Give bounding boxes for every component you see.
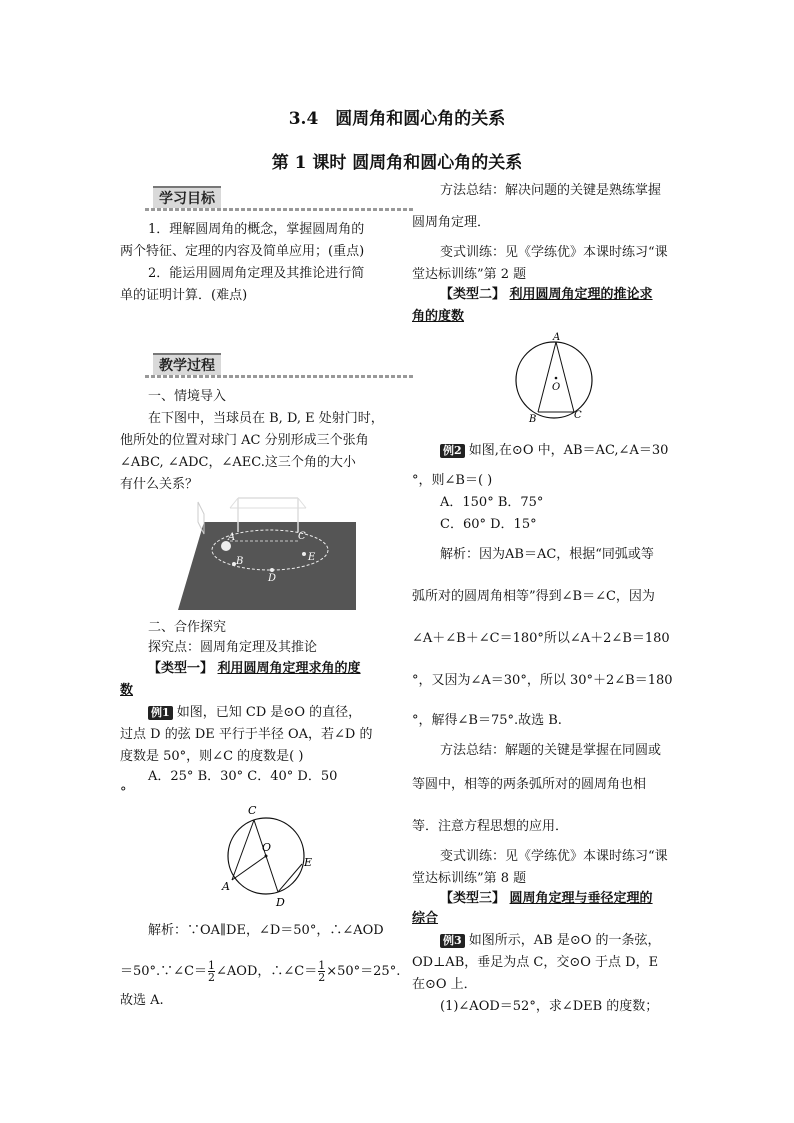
fraction: $\frac{1}{2}$	[208, 959, 216, 984]
fig2-label-b: B	[529, 414, 537, 425]
method-summary: 等．注意方程思想的应用．	[412, 819, 569, 834]
fig2-label-c: C	[574, 410, 582, 421]
intro-line: 他所处的位置对球门 AC 分别形成三个张角	[120, 433, 369, 448]
type1-heading-cont: 数	[120, 683, 134, 698]
example-badge: 例3	[440, 934, 465, 948]
ex2-line: °，则∠B＝( )	[412, 473, 493, 488]
fig1-label-c: C	[248, 804, 257, 817]
ex2-options: A．150° B．75°	[440, 495, 544, 510]
sol1-line: 故选 A.	[120, 993, 164, 1008]
fig2-label-a: A	[553, 332, 561, 343]
intro-line: 有什么关系？	[120, 477, 199, 492]
explore-heading: 二、合作探究	[148, 620, 227, 635]
explore-point: 探究点：圆周角定理及其推论	[148, 640, 318, 655]
type2-heading: 【类型二】 利用圆周角定理的推论求	[440, 287, 653, 302]
circle-figure-1	[214, 800, 324, 910]
intro-line: 在下图中，当球员在 B, D, E 处射门时，	[148, 411, 384, 426]
ex1-options-cont: °	[120, 785, 127, 800]
variant-training: 变式训练：见《学练优》本课时练习“课	[440, 849, 668, 864]
circle-figure-2	[508, 328, 608, 428]
fraction: $\frac{1}{2}$	[318, 959, 326, 984]
type1-heading: 【类型一】 利用圆周角定理求角的度	[148, 661, 361, 676]
field-label-a: A	[228, 532, 236, 543]
variant-training-cont: 堂达标训练”第 8 题	[412, 871, 527, 886]
field-label-c: C	[298, 531, 306, 542]
variant-training: 变式训练：见《学练优》本课时练习“课	[440, 245, 668, 260]
process-banner: 教学过程	[145, 353, 415, 377]
goal-line: 单的证明计算．(难点)	[120, 288, 248, 303]
ex1-line: 过点 D 的弦 DE 平行于半径 OA，若∠D 的	[120, 727, 373, 742]
goal-line: 1．理解圆周角的概念，掌握圆周角的	[148, 222, 365, 237]
sol2-line: 弧所对的圆周角相等”得到∠B＝∠C，因为	[412, 589, 655, 604]
field-label-d: D	[268, 573, 277, 584]
goal-line: 2．能运用圆周角定理及其推论进行简	[148, 266, 365, 281]
goals-banner: 学习目标	[145, 186, 415, 210]
ex3-line: (1)∠AOD＝52°，求∠DEB 的度数；	[440, 999, 659, 1014]
method-summary-cont: 圆周角定理．	[412, 215, 491, 230]
field-ground	[178, 522, 356, 610]
fig1-label-a: A	[222, 880, 230, 893]
type3-heading: 【类型三】 圆周角定理与垂径定理的	[440, 891, 653, 906]
sol2-line: °，又因为∠A＝30°，所以 30°＋2∠B＝180	[412, 673, 673, 688]
sol2-line: ∠A＋∠B＋∠C＝180°所以∠A＋2∠B＝180	[412, 631, 670, 646]
soccer-field-figure	[178, 494, 358, 612]
fig1-label-e: E	[304, 856, 313, 869]
sol1-line: ＝50°.∵∠C＝ $\frac{1}{2}$ ∠AOD，∴∠C＝ $\frac{1}{2}$ ×50°＝25°.	[120, 959, 401, 984]
ex2-line: 例2 如图,在⊙O 中，AB＝AC,∠A＝30	[440, 440, 668, 462]
type2-heading-cont: 角的度数	[412, 309, 465, 324]
ex1-line: 度数是 50°，则∠C 的度数是( )	[120, 749, 304, 764]
method-summary: 方法总结：解决问题的关键是熟练掌握	[440, 183, 662, 198]
sol1-line: 解析：∵OA∥DE，∠D＝50°，∴∠AOD	[148, 923, 384, 938]
field-label-b: B	[236, 556, 244, 567]
ex1-options: A．25° B．30° C．40° D．50	[148, 769, 338, 784]
fig1-label-d: D	[276, 896, 285, 909]
intro-heading: 一、情境导入	[148, 389, 227, 404]
intro-line: ∠ABC, ∠ADC，∠AEC.这三个角的大小	[120, 455, 356, 470]
variant-training-cont: 堂达标训练”第 2 题	[412, 267, 527, 282]
example-badge: 例2	[440, 444, 465, 458]
example-badge: 例1	[148, 706, 173, 720]
sol2-line: °，解得∠B＝75°.故选 B.	[412, 713, 562, 728]
lesson-subtitle: 第 1 课时 圆周角和圆心角的关系	[271, 153, 523, 173]
field-label-e: E	[308, 552, 316, 563]
ex3-line: OD⊥AB，垂足为点 C，交⊙O 于点 D，E	[412, 955, 659, 970]
fig1-label-o: O	[262, 841, 272, 854]
ex3-line: 例3 如图所示，AB 是⊙O 的一条弦，	[440, 930, 661, 952]
type3-heading-cont: 综合	[412, 911, 439, 926]
page-title: 3.4 圆周角和圆心角的关系	[288, 109, 506, 129]
ex1-line: 例1 如图，已知 CD 是⊙O 的直径，	[148, 702, 361, 724]
ex3-line: 在⊙O 上．	[412, 977, 477, 992]
method-summary: 等圆中，相等的两条弧所对的圆周角也相	[412, 777, 647, 792]
fig2-label-o: O	[552, 382, 561, 393]
ex2-options: C．60° D．15°	[440, 517, 537, 532]
goal-line: 两个特征、定理的内容及简单应用；(重点)	[120, 244, 365, 259]
sol2-line: 解析：因为AB＝AC，根据“同弧或等	[440, 547, 654, 562]
method-summary: 方法总结：解题的关键是掌握在同圆或	[440, 743, 662, 758]
